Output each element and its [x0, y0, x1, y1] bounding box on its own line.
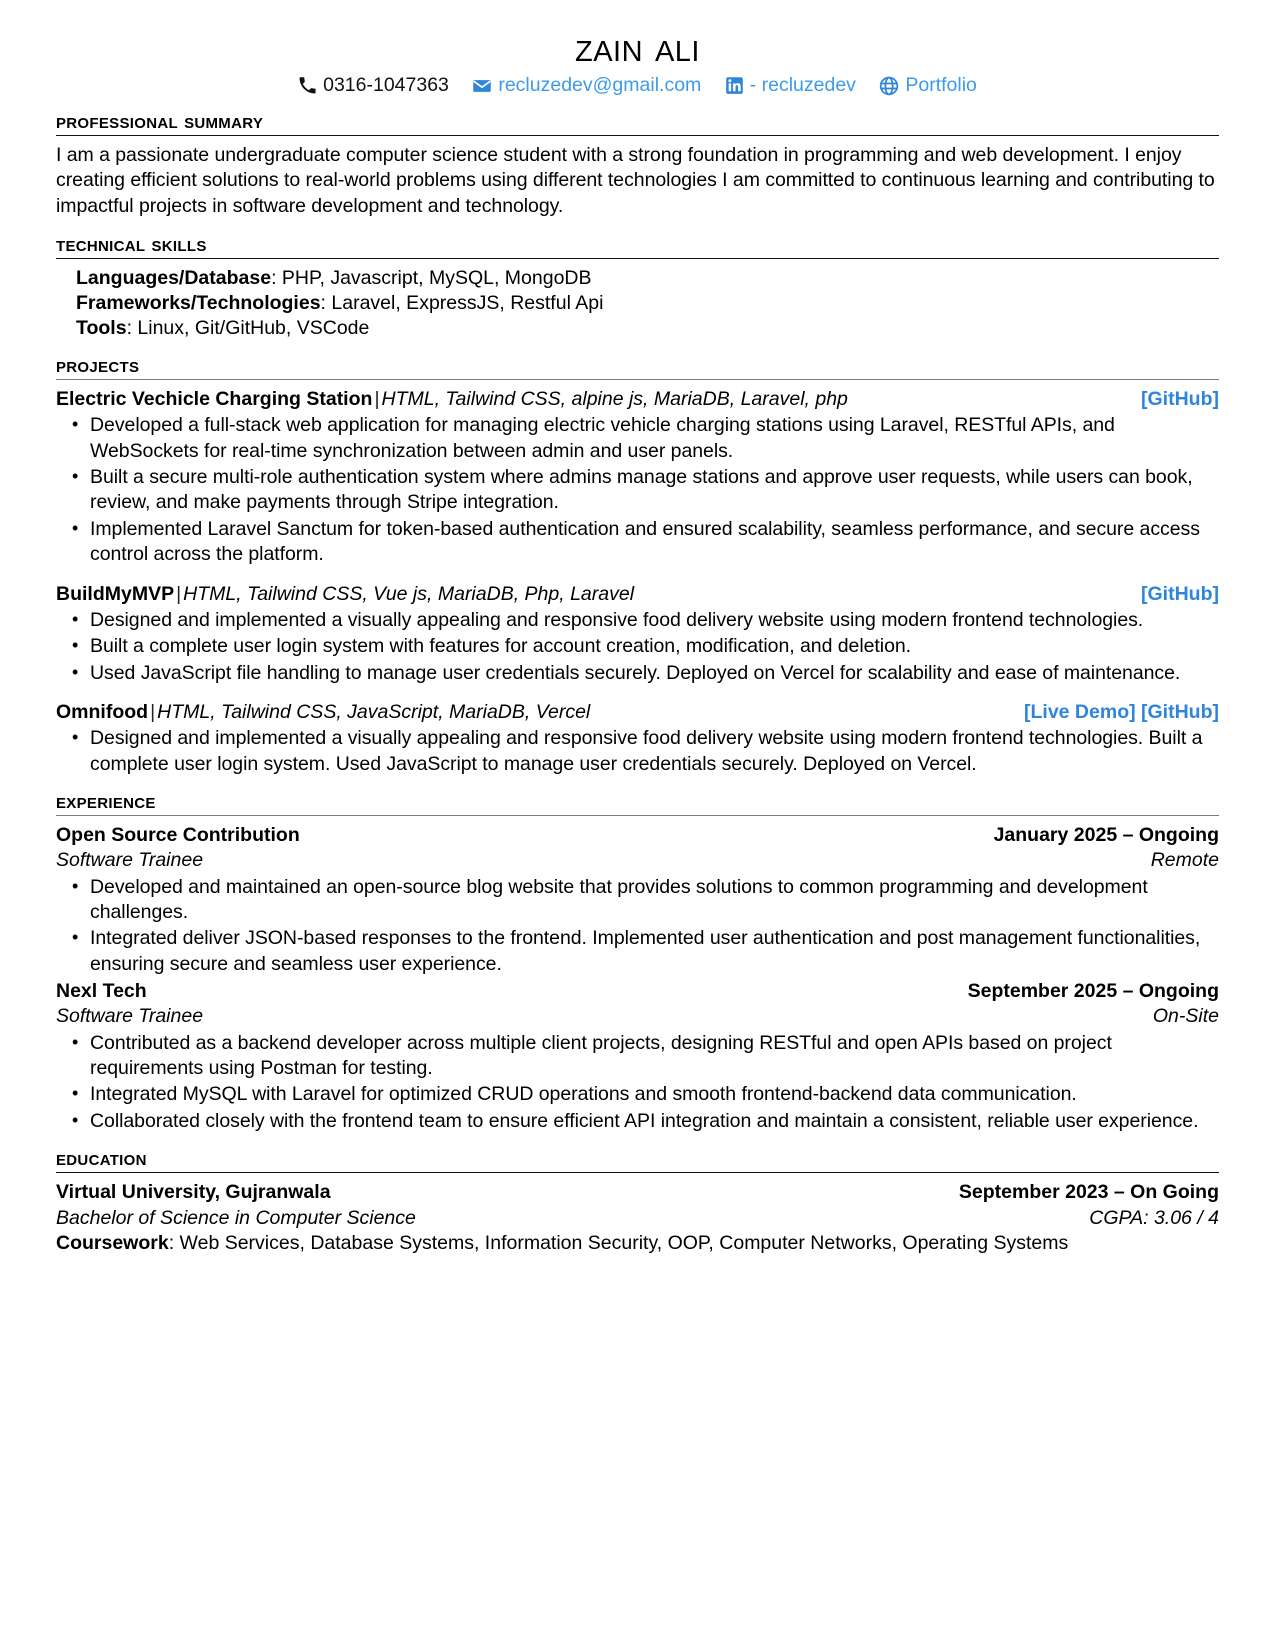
- contact-linkedin[interactable]: [725, 75, 856, 96]
- section-professional-summary: [56, 110, 1219, 220]
- project-header: BuildMyMVP | HTML, Tailwind CSS, Vue js, MariaDB, Php, Laravel [GitHub]: [56, 582, 1219, 607]
- skill-row: Languages/Database: PHP, Javascript, MySQL, MongoDB: [76, 267, 592, 290]
- bullet-item: • Built a complete user login system with features for account creation, modification, and deletion.: [56, 634, 1219, 659]
- project-title: Electric Vechicle Charging Station: [56, 388, 373, 411]
- contact-email[interactable]: [472, 75, 701, 96]
- skill-value: Linux, Git/GitHub, VSCode: [137, 317, 370, 339]
- skill-label: Languages/Database: [76, 267, 272, 290]
- experience-org: Nexl Tech: [56, 980, 147, 1003]
- section-title-summary: professional summary: [56, 109, 264, 133]
- experience-bullets: [56, 875, 1219, 977]
- project-links[interactable]: [GitHub]: [1141, 582, 1219, 605]
- education-coursework: Coursework: Web Services, Database Systems, Information Security, OOP, Computer Networks, Operating Systems: [56, 1232, 1069, 1254]
- project-item: [56, 387, 1219, 567]
- project-bullets: [56, 726, 1219, 777]
- bullet-item: • Designed and implemented a visually appealing and responsive food delivery website using modern frontend technologies. Built a complete user login system. Used JavaScript to manage user credentials securely. Deployed on Vercel.: [56, 726, 1219, 777]
- experience-item: [56, 979, 1219, 1134]
- bullet-item: • Integrated MySQL with Laravel for optimized CRUD operations and smooth frontend-backend data communication.: [56, 1082, 1219, 1107]
- bullet-item: • Collaborated closely with the frontend team to ensure efficient API integration and maintain a consistent, reliable user experience.: [56, 1109, 1219, 1134]
- experience-subheader: [56, 1004, 1219, 1029]
- project-links[interactable]: [GitHub]: [1141, 388, 1219, 411]
- project-links[interactable]: [Live Demo] [GitHub]: [1024, 700, 1219, 723]
- coursework-value: Web Services, Database Systems, Information Security, OOP, Computer Networks, Operating Systems: [179, 1232, 1069, 1254]
- bullet-item: • Developed a full-stack web application for managing electric vehicle charging stations using Laravel, RESTful APIs, and WebSockets for real-time synchronization between admin and user panels.: [56, 413, 1219, 464]
- experience-date: September 2025 – Ongoing: [967, 980, 1219, 1003]
- summary-text: I am a passionate undergraduate computer science student with a strong foundation in programming and web development. I enjoy creating efficient solutions to real-world problems using different technologies I am committed to continuous learning and contributing to impactful projects in software development and technology.: [56, 143, 1215, 218]
- project-stack: HTML, Tailwind CSS, Vue js, MariaDB, Php, Laravel: [183, 582, 635, 605]
- bullet-item: • Designed and implemented a visually appealing and responsive food delivery website using modern frontend technologies.: [56, 608, 1219, 633]
- envelope-icon: [472, 76, 492, 96]
- experience-org: Open Source Contribution: [56, 824, 300, 847]
- section-experience: [56, 790, 1219, 1134]
- section-projects: [56, 354, 1219, 777]
- experience-location: Remote: [1150, 849, 1219, 872]
- project-title: BuildMyMVP: [56, 582, 175, 605]
- linkedin-link[interactable]: - recluzedev: [749, 74, 856, 97]
- email-link[interactable]: recluzedev@gmail.com: [498, 74, 702, 97]
- section-divider: [56, 815, 1219, 816]
- experience-subheader: [56, 848, 1219, 873]
- section-education: [56, 1147, 1219, 1256]
- project-item: [56, 700, 1219, 777]
- portfolio-link[interactable]: Portfolio: [905, 74, 977, 97]
- section-title-experience: experience: [56, 789, 156, 813]
- phone-number: 0316-1047363: [323, 74, 449, 97]
- bullet-item: • Used JavaScript file handling to manage user credentials securely. Deployed on Vercel for scalability and ease of maintenance.: [56, 661, 1219, 686]
- section-title-skills: technical skills: [56, 232, 207, 256]
- education-degree: Bachelor of Science in Computer Science: [56, 1206, 416, 1229]
- coursework-label: Coursework: [56, 1232, 169, 1254]
- section-technical-skills: [56, 233, 1219, 341]
- section-divider: [56, 258, 1219, 259]
- education-gpa: CGPA: 3.06 / 4: [1089, 1206, 1219, 1229]
- education-subheader: [56, 1206, 1219, 1231]
- experience-header: [56, 979, 1219, 1004]
- globe-icon: [879, 76, 899, 96]
- bullet-item: • Contributed as a backend developer across multiple client projects, designing RESTful and open APIs based on project requirements using Postman for testing.: [56, 1031, 1219, 1082]
- experience-bullets: [56, 1031, 1219, 1134]
- skill-label: Frameworks/Technologies: [76, 292, 321, 315]
- section-divider: [56, 379, 1219, 380]
- contact-portfolio[interactable]: [879, 75, 977, 96]
- resume-header: [56, 26, 1219, 97]
- experience-date: January 2025 – Ongoing: [993, 824, 1219, 847]
- project-item: [56, 582, 1219, 686]
- contact-bar: [56, 75, 1219, 97]
- project-header: Electric Vechicle Charging Station | HTML, Tailwind CSS, alpine js, MariaDB, Laravel, php [GitHub]: [56, 387, 1219, 412]
- section-divider: [56, 135, 1219, 136]
- section-divider: [56, 1172, 1219, 1173]
- experience-role: Software Trainee: [56, 1005, 204, 1028]
- skill-row: Tools: Linux, Git/GitHub, VSCode: [76, 317, 370, 339]
- phone-icon: [298, 76, 317, 95]
- project-stack: HTML, Tailwind CSS, JavaScript, MariaDB, Vercel: [157, 700, 591, 723]
- candidate-name: zain ali: [575, 24, 700, 70]
- skills-list: [56, 266, 1219, 341]
- experience-location: On-Site: [1152, 1005, 1219, 1028]
- contact-phone: [298, 75, 449, 96]
- section-title-education: education: [56, 1147, 147, 1171]
- bullet-item: • Implemented Laravel Sanctum for token-based authentication and ensured scalability, seamless performance, and secure access control across the platform.: [56, 517, 1219, 568]
- bullet-item: • Developed and maintained an open-source blog website that provides solutions to common programming and development challenges.: [56, 875, 1219, 926]
- project-bullets: [56, 608, 1219, 686]
- project-header: Omnifood | HTML, Tailwind CSS, JavaScript, MariaDB, Vercel [Live Demo] [GitHub]: [56, 700, 1219, 725]
- skill-value: PHP, Javascript, MySQL, MongoDB: [281, 267, 592, 290]
- linkedin-icon: [725, 76, 744, 95]
- bullet-item: • Built a secure multi-role authentication system where admins manage stations and approve user requests, while users can book, review, and make payments through Stripe integration.: [56, 465, 1219, 516]
- experience-role: Software Trainee: [56, 849, 204, 872]
- project-title: Omnifood: [56, 700, 149, 723]
- experience-header: [56, 823, 1219, 848]
- education-date: September 2023 – On Going: [958, 1181, 1219, 1204]
- section-title-projects: projects: [56, 353, 140, 377]
- project-bullets: [56, 413, 1219, 567]
- experience-item: [56, 823, 1219, 977]
- bullet-item: • Integrated deliver JSON-based responses to the frontend. Implemented user authentication and post management functionalities, ensuring secure and seamless user experience.: [56, 926, 1219, 977]
- skill-label: Tools: [76, 317, 127, 339]
- education-school: Virtual University, Gujranwala: [56, 1181, 331, 1204]
- education-header: [56, 1180, 1219, 1205]
- skill-value: Laravel, ExpressJS, Restful Api: [331, 292, 604, 315]
- project-stack: HTML, Tailwind CSS, alpine js, MariaDB, Laravel, php: [381, 388, 848, 411]
- skill-row: Frameworks/Technologies: Laravel, ExpressJS, Restful Api: [76, 292, 604, 315]
